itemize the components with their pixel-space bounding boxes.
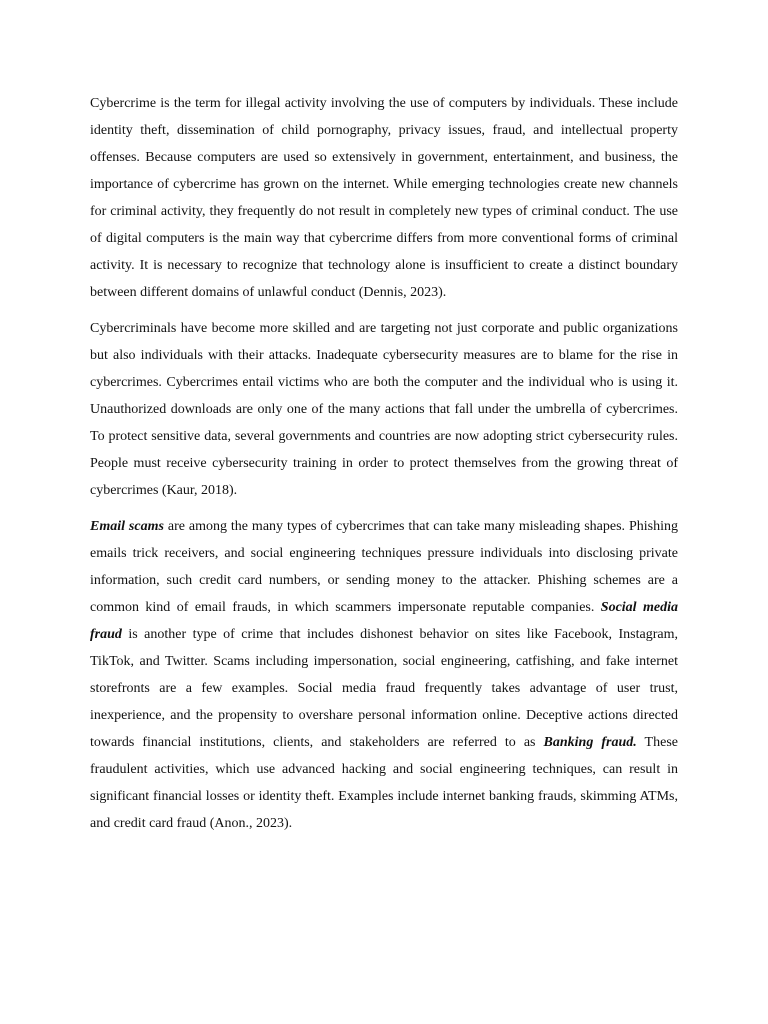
text-banking-fraud: These fraudulent activities, which use advanced hacking and social engineering techniques, can result in significant financial losses or identity theft. Examples include internet banking frauds, skimming ATMs, and credit card fraud (Anon., 2023). xyxy=(90,735,678,831)
text-social-media-fraud: is another type of crime that includes dishonest behavior on sites like Facebook, Instagram, TikTok, and Twitter. Scams including impersonation, social engineering, catfishing, and fake internet storefronts are a few examples. Social media fraud frequently takes advantage of user trust, inexperience, and the propensity to overshare personal information online. Deceptive actions directed towards financial institutions, clients, and stakeholders are referred to as xyxy=(90,627,678,750)
term-banking-fraud: Banking fraud. xyxy=(543,735,637,750)
paragraph-cybercrime-definition: Cybercrime is the term for illegal activity involving the use of computers by individuals. These include identity theft, dissemination of child pornography, privacy issues, fraud, and intellectual property offenses. Because computers are used so extensively in government, entertainment, and business, the importance of cybercrime has grown on the internet. While emerging technologies create new channels for criminal activity, they frequently do not result in completely new types of criminal conduct. The use of digital computers is the main way that cybercrime differs from more conventional forms of criminal activity. It is necessary to recognize that technology alone is insufficient to create a distinct boundary between different domains of unlawful conduct (Dennis, 2023). xyxy=(90,96,678,300)
text-email-scams: are among the many types of cybercrimes that can take many misleading shapes. Phishing emails trick receivers, and social engineering techniques pressure individuals into disclosing private information, such credit card numbers, or sending money to the attacker. Phishing schemes are a common kind of email frauds, in which scammers impersonate reputable companies. xyxy=(90,519,678,615)
term-email-scams: Email scams xyxy=(90,519,164,534)
term-social-media-fraud: Social media fraud xyxy=(90,600,678,642)
paragraph-cybercriminals: Cybercriminals have become more skilled and are targeting not just corporate and public organizations but also individuals with their attacks. Inadequate cybersecurity measures are to blame for the rise in cybercrimes. Cybercrimes entail victims who are both the computer and the individual who is using it. Unauthorized downloads are only one of the many actions that fall under the umbrella of cybercrimes. To protect sensitive data, several governments and countries are now adopting strict cybersecurity rules. People must receive cybersecurity training in order to protect themselves from the growing threat of cybercrimes (Kaur, 2018). xyxy=(90,321,678,498)
paragraph-cybercrime-types xyxy=(90,513,678,837)
